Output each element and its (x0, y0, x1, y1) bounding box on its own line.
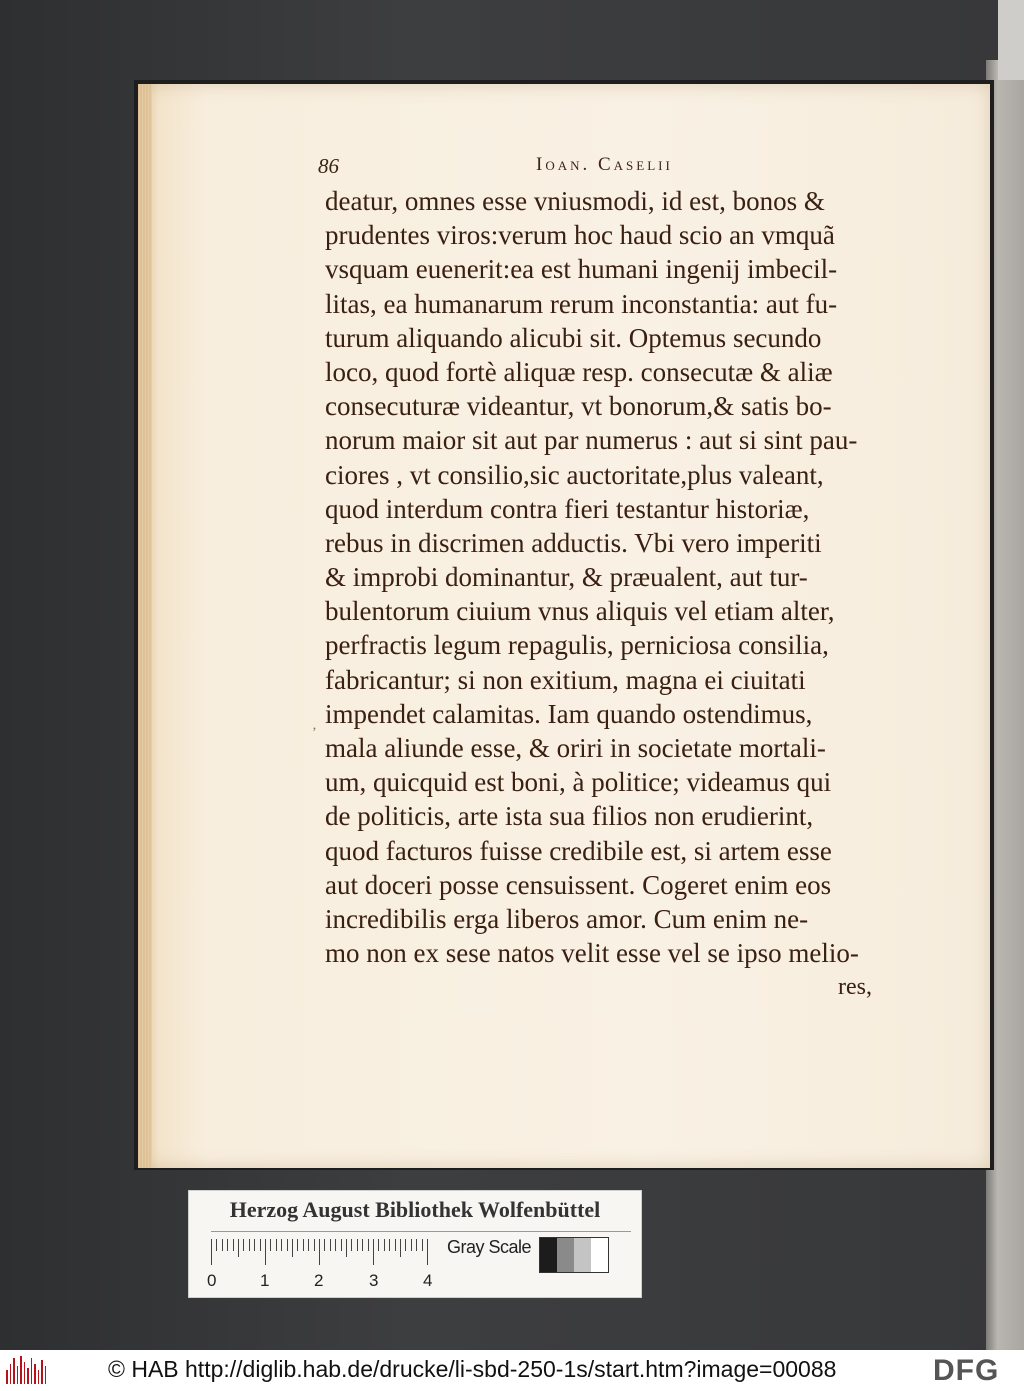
ruler-tick (297, 1239, 298, 1251)
ruler-tick (292, 1239, 293, 1257)
text-line: impendet calamitas. Iam quando ostendimus, (325, 698, 813, 729)
text-line: & improbi dominantur, & præualent, aut tur- (325, 562, 808, 593)
ruler-tick (357, 1239, 358, 1251)
dfg-logo-icon: DFG (933, 1354, 1000, 1387)
logo-bar (38, 1370, 40, 1384)
ruler-tick (238, 1239, 239, 1257)
text-line: de politicis, arte ista sua filios non erudierint, (325, 801, 814, 832)
ruler-tick (346, 1239, 347, 1257)
ruler-tick (324, 1239, 325, 1251)
ruler-number: 3 (369, 1271, 379, 1290)
logo-bar (45, 1366, 47, 1384)
ruler-tick (260, 1239, 261, 1251)
ruler-tick (330, 1239, 331, 1251)
logo-bar (13, 1358, 15, 1384)
text-line: fabricantur; si non exitium, magna ei ciuitati (325, 664, 806, 695)
logo-bar (24, 1362, 26, 1384)
text-line: norum maior sit aut par numerus : aut si sint pau- (325, 425, 858, 456)
text-line: quod interdum contra fieri testantur historiæ, (325, 493, 810, 524)
ruler-tick (276, 1239, 277, 1251)
text-line: deatur, omnes esse vniusmodi, id est, bonos & (325, 186, 825, 216)
text-line: turum aliquando alicubi sit. Optemus secundo (325, 322, 822, 353)
color-calibration-card (188, 1190, 642, 1298)
page-edge (138, 84, 152, 1168)
text-line: rebus in discrimen adductis. Vbi vero imperiti (325, 527, 822, 558)
page-text (325, 184, 925, 970)
footer-bar (0, 1350, 1024, 1391)
ruler-tick (308, 1239, 309, 1251)
text-line: perfractis legum repagulis, perniciosa consilia, (325, 630, 829, 661)
ruler-tick (243, 1239, 244, 1251)
facing-page-corner (998, 0, 1024, 80)
text-line: vsquam euenerit:ea est humani ingenij imbecil- (325, 254, 838, 285)
ruler-tick (411, 1239, 412, 1251)
logo-bar (31, 1358, 33, 1384)
page-header (318, 150, 718, 180)
gray-swatch (557, 1238, 574, 1272)
catchword: res, (838, 974, 872, 1000)
text-line: quod facturos fuisse credibile est, si artem esse (325, 835, 832, 866)
ruler-tick (422, 1239, 423, 1251)
ruler-line (211, 1231, 631, 1232)
ruler-tick (319, 1239, 320, 1265)
running-head: Ioan. Caselii (536, 154, 673, 175)
ruler-tick (400, 1239, 401, 1257)
logo-bar (20, 1356, 22, 1384)
ruler-tick (281, 1239, 282, 1251)
ruler-tick (216, 1239, 217, 1251)
text-line: litas, ea humanarum rerum inconstantia: aut fu- (325, 288, 838, 319)
ruler-tick (373, 1239, 374, 1265)
gray-swatch (574, 1238, 591, 1272)
ruler-tick (270, 1239, 271, 1251)
ruler-tick (265, 1239, 266, 1265)
ruler-tick (249, 1239, 250, 1251)
ruler-tick (211, 1239, 212, 1265)
text-line: consecuturæ videantur, vt bonorum,& satis bo- (325, 391, 832, 422)
gray-scale-label: Gray Scale (447, 1237, 532, 1257)
logo-bar (6, 1370, 8, 1384)
ruler-number: 1 (260, 1271, 270, 1290)
ruler-tick (254, 1239, 255, 1251)
logo-bar (41, 1360, 43, 1384)
ruler-tick (378, 1239, 379, 1251)
logo-bar (27, 1368, 29, 1384)
text-line: incredibilis erga liberos amor. Cum enim ne- (325, 903, 809, 934)
ruler-tick (389, 1239, 390, 1251)
library-name: Herzog August Bibliothek Wolfenbüttel (229, 1197, 601, 1222)
gray-swatch (591, 1238, 608, 1272)
text-line: um, quicquid est boni, à politice; videamus qui (325, 767, 832, 798)
ruler-tick (395, 1239, 396, 1251)
ruler-tick (233, 1239, 234, 1251)
text-line: aut doceri posse censuissent. Cogeret enim eos (325, 869, 832, 900)
margin-mark: ‚ (312, 718, 317, 733)
logo-bar (10, 1364, 12, 1384)
text-line: mala aliunde esse, & oriri in societate mortali- (325, 733, 826, 763)
ruler-tick (287, 1239, 288, 1251)
text-line: mo non ex sese natos velit esse vel se ipso melio- (325, 938, 859, 969)
gray-scale-swatches (539, 1237, 609, 1273)
logo-bar (34, 1364, 36, 1384)
ruler-tick (303, 1239, 304, 1251)
ruler-tick (227, 1239, 228, 1251)
ruler-number: 2 (314, 1271, 324, 1290)
gray-swatch (540, 1238, 557, 1272)
ruler-tick (351, 1239, 352, 1251)
ruler-tick (427, 1239, 428, 1265)
text-line: bulentorum ciuium vnus aliquis vel etiam alter, (325, 596, 835, 627)
ruler-tick (335, 1239, 336, 1251)
ruler-tick (222, 1239, 223, 1251)
ruler-ticks (211, 1239, 431, 1265)
hab-logo-icon (6, 1356, 46, 1384)
text-line: ciores , vt consilio,sic auctoritate,plus valeant, (325, 459, 824, 490)
page-number: 86 (318, 154, 339, 178)
ruler-tick (368, 1239, 369, 1251)
ruler-tick (341, 1239, 342, 1251)
text-line: prudentes viros:verum hoc haud scio an vmquã (325, 220, 835, 251)
ruler-tick (362, 1239, 363, 1251)
ruler-number: 4 (423, 1271, 433, 1290)
copyright-link[interactable]: © HAB http://diglib.hab.de/drucke/li-sbd-250-1s/start.htm?image=00088 (108, 1356, 837, 1382)
text-line: loco, quod fortè aliquæ resp. consecutæ & aliæ (325, 356, 833, 387)
ruler-tick (416, 1239, 417, 1251)
ruler-tick (384, 1239, 385, 1251)
ruler-tick (405, 1239, 406, 1251)
logo-bar (17, 1366, 19, 1384)
ruler-tick (314, 1239, 315, 1251)
ruler-number: 0 (207, 1271, 217, 1290)
